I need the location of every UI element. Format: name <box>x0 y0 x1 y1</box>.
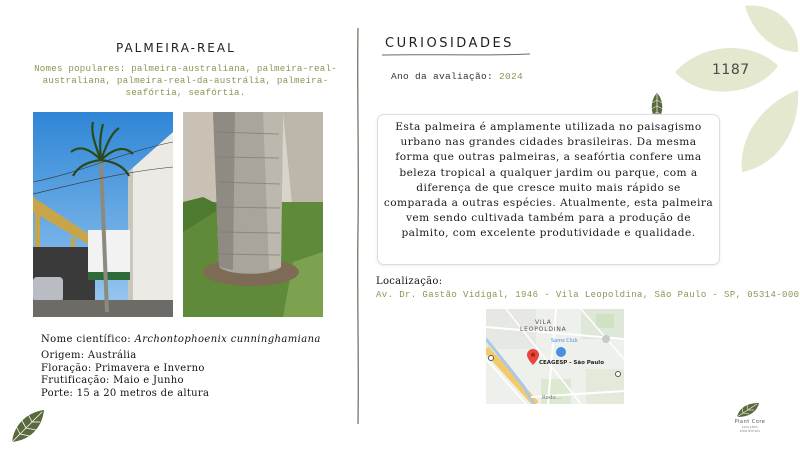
column-divider <box>356 28 360 424</box>
brand-tagline: soluções ambientais <box>739 425 761 433</box>
map-district-line1: VILA <box>535 319 552 326</box>
plant-core-logo <box>732 401 768 433</box>
year-value: 2024 <box>499 71 524 82</box>
size-text: Porte: 15 a 20 metros de altura <box>41 387 210 399</box>
popular-names: Nomes populares: palmeira-australiana, palmeira-real-australiana, palmeira-real-da-austrália, palmeira-seafórtia, seafórtia. <box>34 63 337 98</box>
flowering-text: Floração: Primavera e Inverno <box>41 362 205 374</box>
origin-text: Origem: Austrália <box>41 350 137 361</box>
curiosities-underline <box>382 53 530 57</box>
brand-name: Plant Core <box>734 419 766 425</box>
map-district-line2: LEOPOLDINA <box>520 326 567 333</box>
scientific-name-value: Archontophoenix cunninghamiana <box>134 334 321 345</box>
palm-trunk-photo <box>183 112 323 317</box>
palm-leaf-icon <box>8 406 48 446</box>
evaluation-number: 1187 <box>712 62 750 78</box>
palm-tree-photo <box>33 112 173 317</box>
location-label: Localização: <box>376 276 443 287</box>
map-road-label: Rodo... <box>542 395 561 401</box>
fruiting-text: Frutificação: Maio e Junho <box>41 375 184 386</box>
plant-title: PALMEIRA-REAL <box>116 41 236 55</box>
map-pin-label: CEAGESP - São Paulo <box>539 360 604 366</box>
curiosities-title: CURIOSIDADES <box>385 36 514 51</box>
scientific-name-label: Nome científico: <box>41 334 132 345</box>
scientific-name <box>41 334 321 345</box>
location-address[interactable]: Av. Dr. Gastão Vidigal, 1946 - Vila Leopoldina, São Paulo - SP, 05314-000 <box>376 290 800 300</box>
year-label: Ano da avaliação: <box>391 71 494 82</box>
location-map[interactable] <box>486 309 624 404</box>
plant-facts <box>41 350 209 400</box>
map-pin-icon[interactable] <box>527 349 539 365</box>
evaluation-year <box>391 71 523 82</box>
description-text: Esta palmeira é amplamente utilizada no paisagismo urbano nas grandes cidades brasileiras. Da mesma forma que outras palmeiras, a seafórtia confere uma beleza tropical a qualquer jardim ou parque, com a diferença de que cresce muito mais rápido se comparada a outras espécies. Atualmente, esta palmeira vem sendo cultivada também para a produção de palmito, com excelente produtividade e qualidade. <box>383 121 714 240</box>
map-poi-shop: Sams Club <box>551 338 578 344</box>
